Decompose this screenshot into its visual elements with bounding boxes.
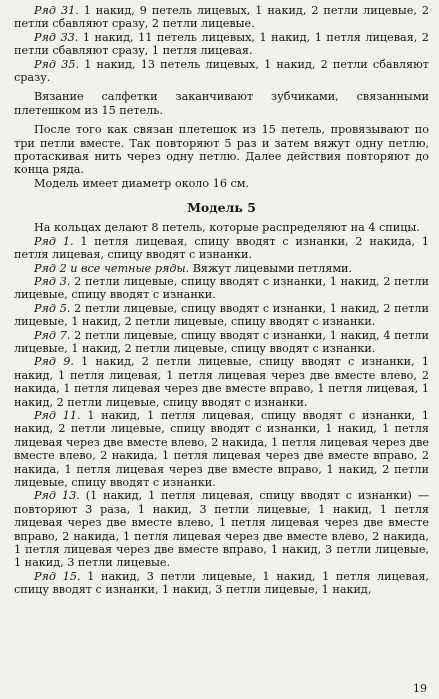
- row-11: [14, 409, 429, 489]
- row-text: (1 накид, 1 петля лицевая, спицу вводят с изнанки) — повторяют 3 раза, 1 накид, 3 петли лицевые, 1 накид, 1 петля лицевая через две вместе влево, 1 петля лицевая через две вместе вправо, 2 накида, 1 петля лицевая через две вместе влево, 2 накида, 1 петля лицевая через две вместе вправо, 1 накид, 3 петли лицевые, 1 накид, 3 петли лицевые.: [14, 489, 430, 570]
- row-5: [14, 302, 429, 329]
- row-text: 1 накид, 2 петли лицевые, спицу вводят с изнанки, 1 накид, 1 петля лицевая, 1 петля лицевая через две вместе влево, 2 накида, 1 петля лицевая через две вместе вправо, 1 петля лицевая, 1 накид, 2 петли лицевые, спицу вводят с изнанки.: [14, 355, 429, 409]
- section-heading: Модель 5: [187, 200, 256, 216]
- row-35: [14, 58, 429, 85]
- row-31: [14, 4, 429, 31]
- row-text: 1 накид, 3 петли лицевые, 1 накид, 1 петля лицевая, спицу вводят с изнанки, 1 накид, 3 петли лицевые, 1 накид,: [14, 569, 429, 597]
- row-label: Ряд 1.: [34, 234, 74, 248]
- row-7: [14, 329, 429, 356]
- row-text: 1 петля лицевая, спицу вводят с изнанки, 2 накида, 1 петля лицевая, спицу вводят с изнанки.: [14, 234, 429, 262]
- row-1: [14, 235, 429, 262]
- row-13: [14, 489, 429, 569]
- finishing-paragraph: Вязание салфетки заканчивают зубчиками, связанными плетешком из 15 петель.: [14, 90, 429, 117]
- row-label: Ряд 13.: [34, 489, 80, 503]
- row-label: Ряд 9.: [34, 355, 74, 369]
- row-text: Вяжут лицевыми петлями.: [189, 261, 353, 275]
- row-2: [14, 262, 429, 275]
- row-text: 1 накид, 13 петель лицевых, 1 накид, 2 петли сбавляют сразу.: [14, 57, 429, 85]
- picot-paragraph: После того как связан плетешок из 15 петель, провязывают по три петли вместе. Так повторяют 5 раз и затем вяжут одну петлю, протаскивая нить через одну петлю. Далее действия повторяют до конца ряда.: [14, 123, 429, 177]
- row-label: Ряд 31.: [34, 4, 79, 17]
- diameter-paragraph: Модель имеет диаметр около 16 см.: [34, 176, 250, 190]
- row-text: 1 накид, 9 петель лицевых, 1 накид, 2 петли лицевые, 2 петли сбавляют сразу, 2 петли лицевые.: [14, 4, 430, 31]
- row-label: Ряд 5.: [34, 301, 71, 315]
- row-text: 2 петли лицевые, спицу вводят с изнанки, 1 накид, 4 петли лицевые, 1 накид, 2 петли лицевые, спицу вводят с изнанки.: [14, 328, 429, 355]
- row-label: Ряд 2 и все четные ряды.: [34, 261, 190, 275]
- row-9: [14, 355, 429, 409]
- intro-paragraph: На кольцах делают 8 петель, которые распределяют на 4 спицы.: [34, 221, 420, 235]
- row-label: Ряд 7.: [34, 328, 71, 342]
- row-3: [14, 275, 429, 302]
- row-label: Ряд 35.: [34, 57, 80, 71]
- row-text: 2 петли лицевые, спицу вводят с изнанки, 1 накид, 2 петли лицевые, спицу вводят с изнанки.: [14, 274, 429, 302]
- row-33: [14, 31, 429, 58]
- row-label: Ряд 3.: [34, 274, 71, 288]
- row-label: Ряд 15.: [34, 569, 81, 583]
- row-text: 1 накид, 11 петель лицевых, 1 накид, 1 петля лицевая, 2 петли сбавляют сразу, 1 петля лицевая.: [14, 30, 429, 58]
- row-15: [14, 570, 429, 597]
- row-label: Ряд 33.: [34, 30, 79, 44]
- row-label: Ряд 11.: [34, 408, 81, 422]
- page-number: 19: [413, 682, 427, 695]
- row-text: 1 накид, 1 петля лицевая, спицу вводят с изнанки, 1 накид, 2 петли лицевые, спицу вводят с изнанки, 1 накид, 1 петля лицевая через две вместе влево, 2 накида, 1 петля лицевая через две вместе влево, 2 накида, 1 петля лицевая через две вместе вправо, 2 накида, 1 петля лицевая через две вместе вправо, 1 накид, 2 петли лицевые, спицу вводят с изнанки.: [14, 408, 430, 489]
- row-text: 2 петли лицевые, спицу вводят с изнанки, 1 накид, 2 петли лицевые, 1 накид, 2 петли лицевые, спицу вводят с изнанки.: [14, 301, 429, 329]
